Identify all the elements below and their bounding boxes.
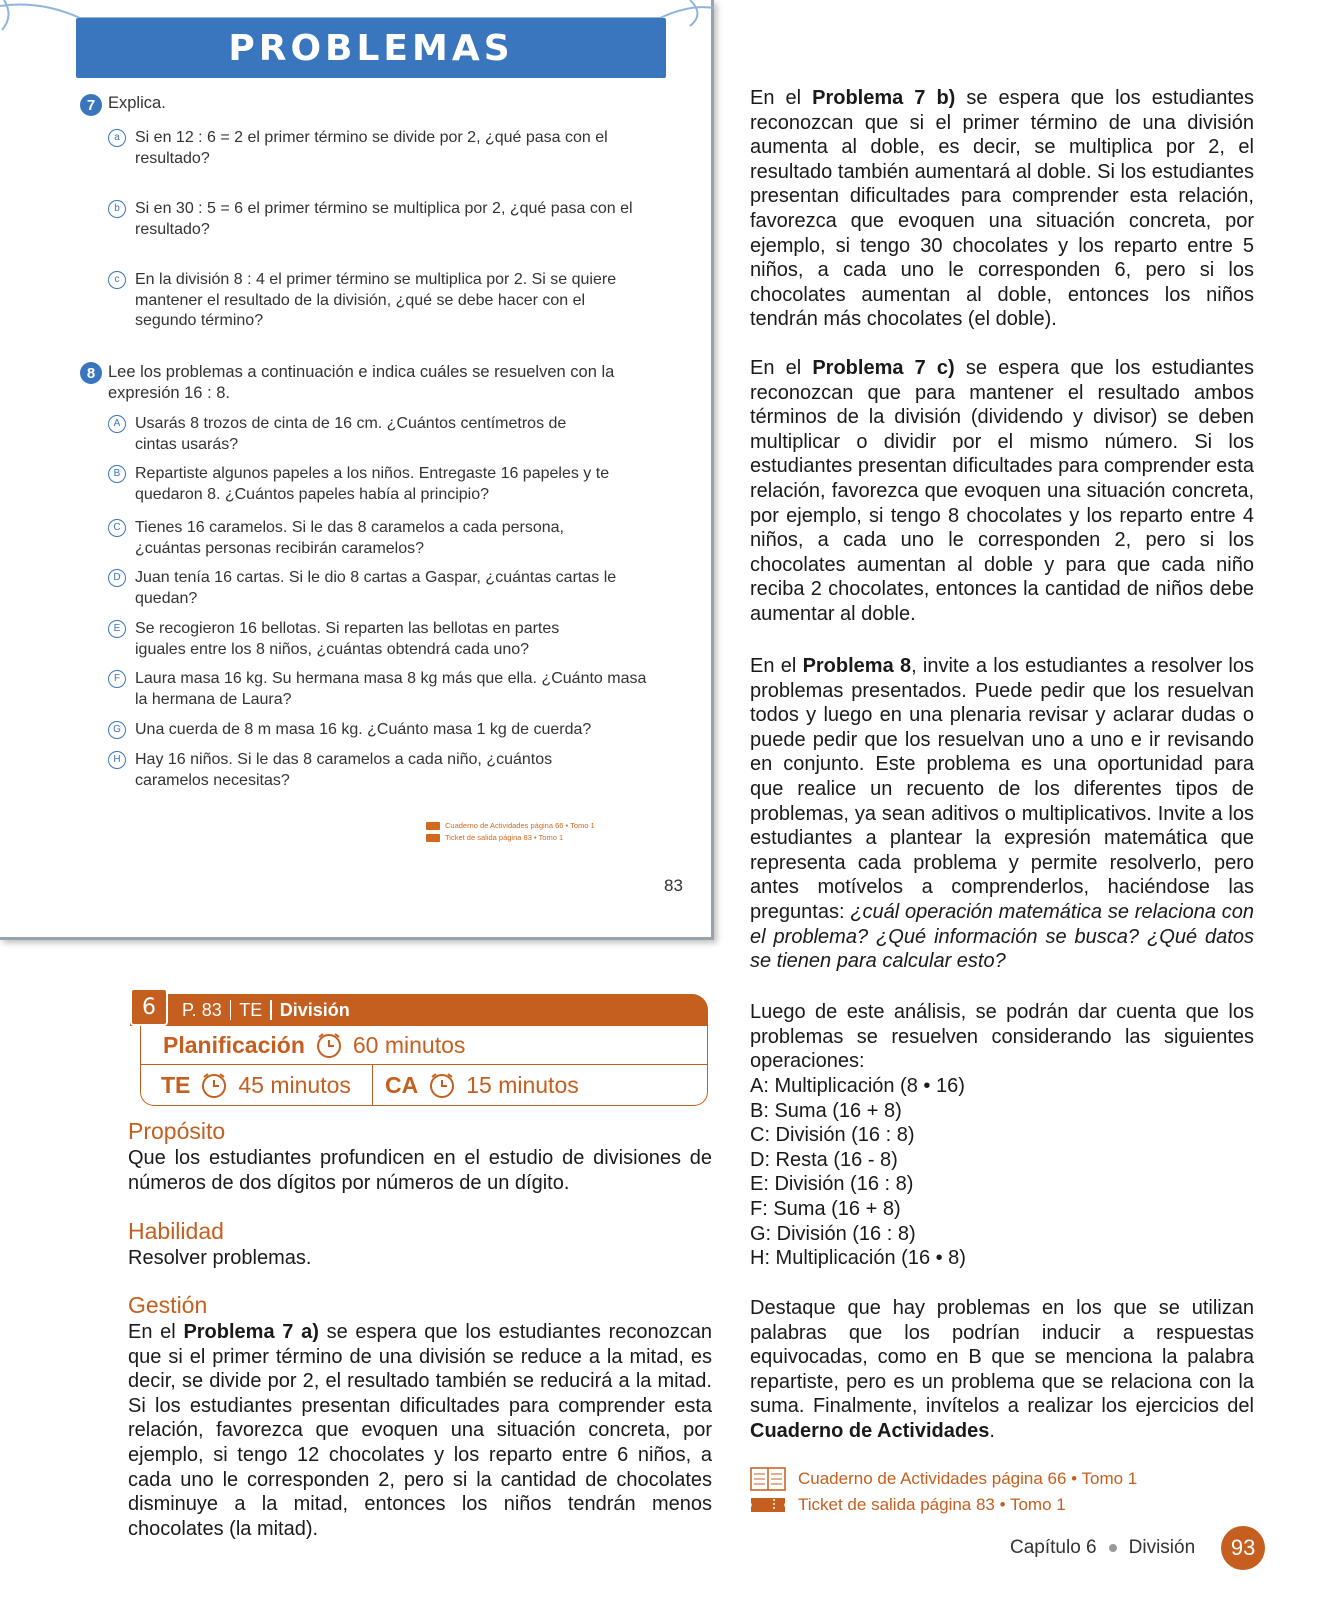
banner-title: PROBLEMAS bbox=[228, 27, 514, 69]
problem-7c bbox=[108, 270, 668, 332]
gestion-p7b: En el Problema 7 b) se espera que los estudiantes reconozcan que si el primer término de una división aumenta al doble, es decir, se multiplica por 2, el resultado también aumentará al doble. Si los estudiantes presentan dificultades para comprender esta relación, favorezca que evoquen una situación concreta, por ejemplo, si tengo 30 chocolates y los reparto entre 5 niños, a cada uno le corresponden 6, pero si los chocolates aumentan al doble, entonces los niños tendrán más chocolates (el doble). bbox=[750, 87, 1254, 331]
item-text: Tienes 16 caramelos. Si le das 8 caramelos a cada persona, ¿cuántas personas recibirán caramelos? bbox=[135, 519, 564, 557]
footer-dot bbox=[1109, 1544, 1117, 1552]
planning-box bbox=[130, 994, 708, 1106]
list-item: A: Multiplicación (8 • 16) bbox=[750, 1075, 965, 1097]
item-text: Se recogieron 16 bellotas. Si reparten las bellotas en partes iguales entre los 8 niños, ¿cuántas obtendrá cada uno? bbox=[135, 620, 560, 658]
problem-8-title: Lee los problemas a continuación e indica cuáles se resuelven con la expresión 16 : 8. bbox=[108, 363, 615, 402]
gestion-luego: Luego de este análisis, se podrán dar cuenta que los problemas se resuelven considerando las siguientes operaciones: bbox=[750, 1001, 1254, 1073]
resource-refs bbox=[750, 1466, 1137, 1518]
problem-number-badge: 8 bbox=[80, 362, 102, 384]
item-letter-badge: c bbox=[108, 271, 126, 289]
gestion-title: Gestión bbox=[128, 1292, 208, 1318]
mini-ref: Cuaderno de Actividades página 66 • Tomo 1 bbox=[445, 821, 595, 830]
planning-time: 60 minutos bbox=[352, 1031, 466, 1058]
item-text: Laura masa 16 kg. Su hermana masa 8 kg más que ella. ¿Cuánto masa la hermana de Laura? bbox=[135, 670, 647, 708]
ref-ticket bbox=[750, 1492, 1137, 1518]
item-text: Si en 30 : 5 = 6 el primer término se multiplica por 2, ¿qué pasa con el resultado? bbox=[135, 200, 633, 238]
page-number: 93 bbox=[1221, 1526, 1265, 1570]
item-letter-badge: B bbox=[108, 465, 126, 483]
footer-chapter: Capítulo 6 bbox=[1010, 1537, 1097, 1558]
item-text: Juan tenía 16 cartas. Si le dio 8 cartas a Gaspar, ¿cuántas cartas le quedan? bbox=[135, 569, 617, 607]
planning-body bbox=[140, 1026, 708, 1106]
notebook-icon bbox=[426, 822, 440, 830]
student-book-page bbox=[0, 0, 714, 940]
planning-label: Planificación bbox=[163, 1031, 305, 1058]
problem-8e bbox=[108, 619, 668, 660]
gestion-p7a: En el Problema 7 a) se espera que los estudiantes reconozcan que si el primer término de una división se reduce a la mitad, es decir, se divide por 2, el resultado también se reducirá a la mitad. Si los estudiantes presentan dificultades para comprender esta relación, favorezca que evoquen una situación concreta, por ejemplo, si tengo 12 chocolates y los reparto entre 6 niños, a cada uno le corresponden 2, pero si la cantidad de chocolates disminuye a la mitad, entonces los niños tendrán menos chocolates (la mitad). bbox=[128, 1321, 712, 1540]
problem-8f bbox=[108, 669, 668, 710]
te-ref: TE bbox=[239, 999, 263, 1020]
item-letter-badge: a bbox=[108, 129, 126, 147]
clock-icon bbox=[200, 1071, 228, 1099]
problems-banner bbox=[76, 18, 666, 78]
habilidad-title: Habilidad bbox=[128, 1218, 224, 1244]
proposito-text: Que los estudiantes profundicen en el estudio de divisiones de números de dos dígitos por números de un dígito. bbox=[128, 1147, 712, 1194]
item-letter-badge: D bbox=[108, 569, 126, 587]
item-text: Si en 12 : 6 = 2 el primer término se divide por 2, ¿qué pasa con el resultado? bbox=[135, 129, 608, 167]
list-item: B: Suma (16 + 8) bbox=[750, 1099, 902, 1122]
item-text: Repartiste algunos papeles a los niños. Entregaste 16 papeles y te quedaron 8. ¿Cuántos papeles había al principio? bbox=[135, 465, 610, 503]
item-letter-badge: G bbox=[108, 721, 126, 739]
ticket-icon bbox=[426, 834, 440, 842]
ca-time: 15 minutos bbox=[466, 1071, 579, 1098]
problem-8h bbox=[108, 750, 668, 791]
list-item: F: Suma (16 + 8) bbox=[750, 1197, 901, 1220]
gestion-p7c: En el Problema 7 c) se espera que los estudiantes reconozcan que para mantener el resultado ambos términos de la división (dividendo y divisor) se deben multiplicar o dividir por el mismo número. Si los estudiantes presentan dificultades para comprender esta relación, favorezca que evoquen una situación concreta, por ejemplo, si tengo 8 chocolates y los reparto entre 4 niños, a cada uno le corresponden 2, pero si los chocolates aumentan al doble y para que cada niño reciba 2 chocolates, entonces la cantidad de niños debe aumentar al doble. bbox=[750, 357, 1254, 625]
problem-8c bbox=[108, 518, 668, 559]
item-text: Una cuerda de 8 m masa 16 kg. ¿Cuánto masa 1 kg de cuerda? bbox=[135, 721, 592, 738]
topic-label: División bbox=[279, 999, 350, 1020]
student-page-refs bbox=[426, 820, 595, 844]
list-item: D: Resta (16 - 8) bbox=[750, 1148, 898, 1171]
item-letter-badge: b bbox=[108, 200, 126, 218]
ticket-icon bbox=[750, 1496, 790, 1514]
notebook-icon bbox=[750, 1467, 790, 1491]
problem-8b bbox=[108, 464, 668, 505]
problem-8d bbox=[108, 568, 668, 609]
problem-7-heading bbox=[80, 94, 166, 116]
te-label: TE bbox=[161, 1071, 191, 1098]
item-letter-badge: H bbox=[108, 751, 126, 769]
list-item: H: Multiplicación (16 • 8) bbox=[750, 1247, 966, 1270]
ref-text: Cuaderno de Actividades página 66 • Tomo 1 bbox=[798, 1469, 1138, 1488]
gestion-destaque: Destaque que hay problemas en los que se utilizan palabras que los podrían inducir a respuestas equivocadas, como en B que se menciona la palabra repartiste, pero es un problema que se relaciona con la suma. Finalmente, invítelos a realizar los ejercicios del Cuaderno de Actividades. bbox=[750, 1297, 1254, 1442]
problem-8g bbox=[108, 720, 668, 741]
page-ref: P. 83 bbox=[182, 999, 222, 1020]
chapter-tab: 6 bbox=[130, 988, 168, 1026]
item-letter-badge: A bbox=[108, 415, 126, 433]
operations-list bbox=[750, 1074, 966, 1271]
page-footer bbox=[1010, 1526, 1265, 1570]
ref-notebook bbox=[750, 1466, 1137, 1492]
item-letter-badge: F bbox=[108, 670, 126, 688]
planning-split-row bbox=[141, 1065, 707, 1105]
problem-7a bbox=[108, 128, 668, 169]
footer-topic: División bbox=[1128, 1537, 1196, 1558]
clock-icon bbox=[315, 1031, 343, 1059]
te-time: 45 minutos bbox=[238, 1071, 351, 1098]
planning-total-row bbox=[141, 1026, 707, 1065]
ref-text: Ticket de salida página 83 • Tomo 1 bbox=[798, 1495, 1066, 1514]
list-item: G: División (16 : 8) bbox=[750, 1222, 916, 1245]
clock-icon bbox=[428, 1071, 456, 1099]
gestion-p8: En el Problema 8, invite a los estudiantes a resolver los problemas presentados. Puede pedir que los resuelvan todos y luego en una plenaria revisar y aclarar dudas o puede pedir que los resuelvan uno a uno e ir revisando en conjunto. Este problema es una oportunidad para que realice un recuento de los diferentes tipos de problemas, ya sean aditivos o multiplicativos. Invite a los estudiantes a plantear la expresión matemática que representa cada problema y permite resolverlo, pero antes motívelos a comprenderlos, haciéndose las preguntas: ¿cuál operación matemática se relaciona con el problema? ¿Qué información se busca? ¿Qué datos se tienen para calcular esto? bbox=[750, 655, 1254, 973]
list-item: C: División (16 : 8) bbox=[750, 1124, 915, 1147]
item-letter-badge: E bbox=[108, 620, 126, 638]
proposito-title: Propósito bbox=[128, 1118, 226, 1144]
problem-number-badge: 7 bbox=[80, 94, 102, 116]
problem-7b bbox=[108, 199, 668, 240]
student-page-number: 83 bbox=[664, 876, 683, 895]
ca-cell bbox=[373, 1065, 579, 1105]
te-cell bbox=[141, 1065, 373, 1105]
problem-8-heading bbox=[80, 362, 640, 403]
problem-8a bbox=[108, 414, 668, 455]
habilidad-text: Resolver problemas. bbox=[128, 1247, 312, 1269]
item-text: En la división 8 : 4 el primer término se multiplica por 2. Si se quiere mantener el resultado de la división, ¿qué se debe hacer con el segundo término? bbox=[135, 271, 617, 329]
item-letter-badge: C bbox=[108, 519, 126, 537]
ca-label: CA bbox=[385, 1071, 419, 1098]
problem-7-title: Explica. bbox=[108, 94, 166, 112]
mini-ref: Ticket de salida página 83 • Tomo 1 bbox=[445, 833, 564, 842]
list-item: E: División (16 : 8) bbox=[750, 1173, 914, 1196]
item-text: Usarás 8 trozos de cinta de 16 cm. ¿Cuántos centímetros de cintas usarás? bbox=[135, 415, 567, 453]
item-text: Hay 16 niños. Si le das 8 caramelos a cada niño, ¿cuántos caramelos necesitas? bbox=[135, 751, 553, 789]
planning-header bbox=[130, 994, 708, 1026]
